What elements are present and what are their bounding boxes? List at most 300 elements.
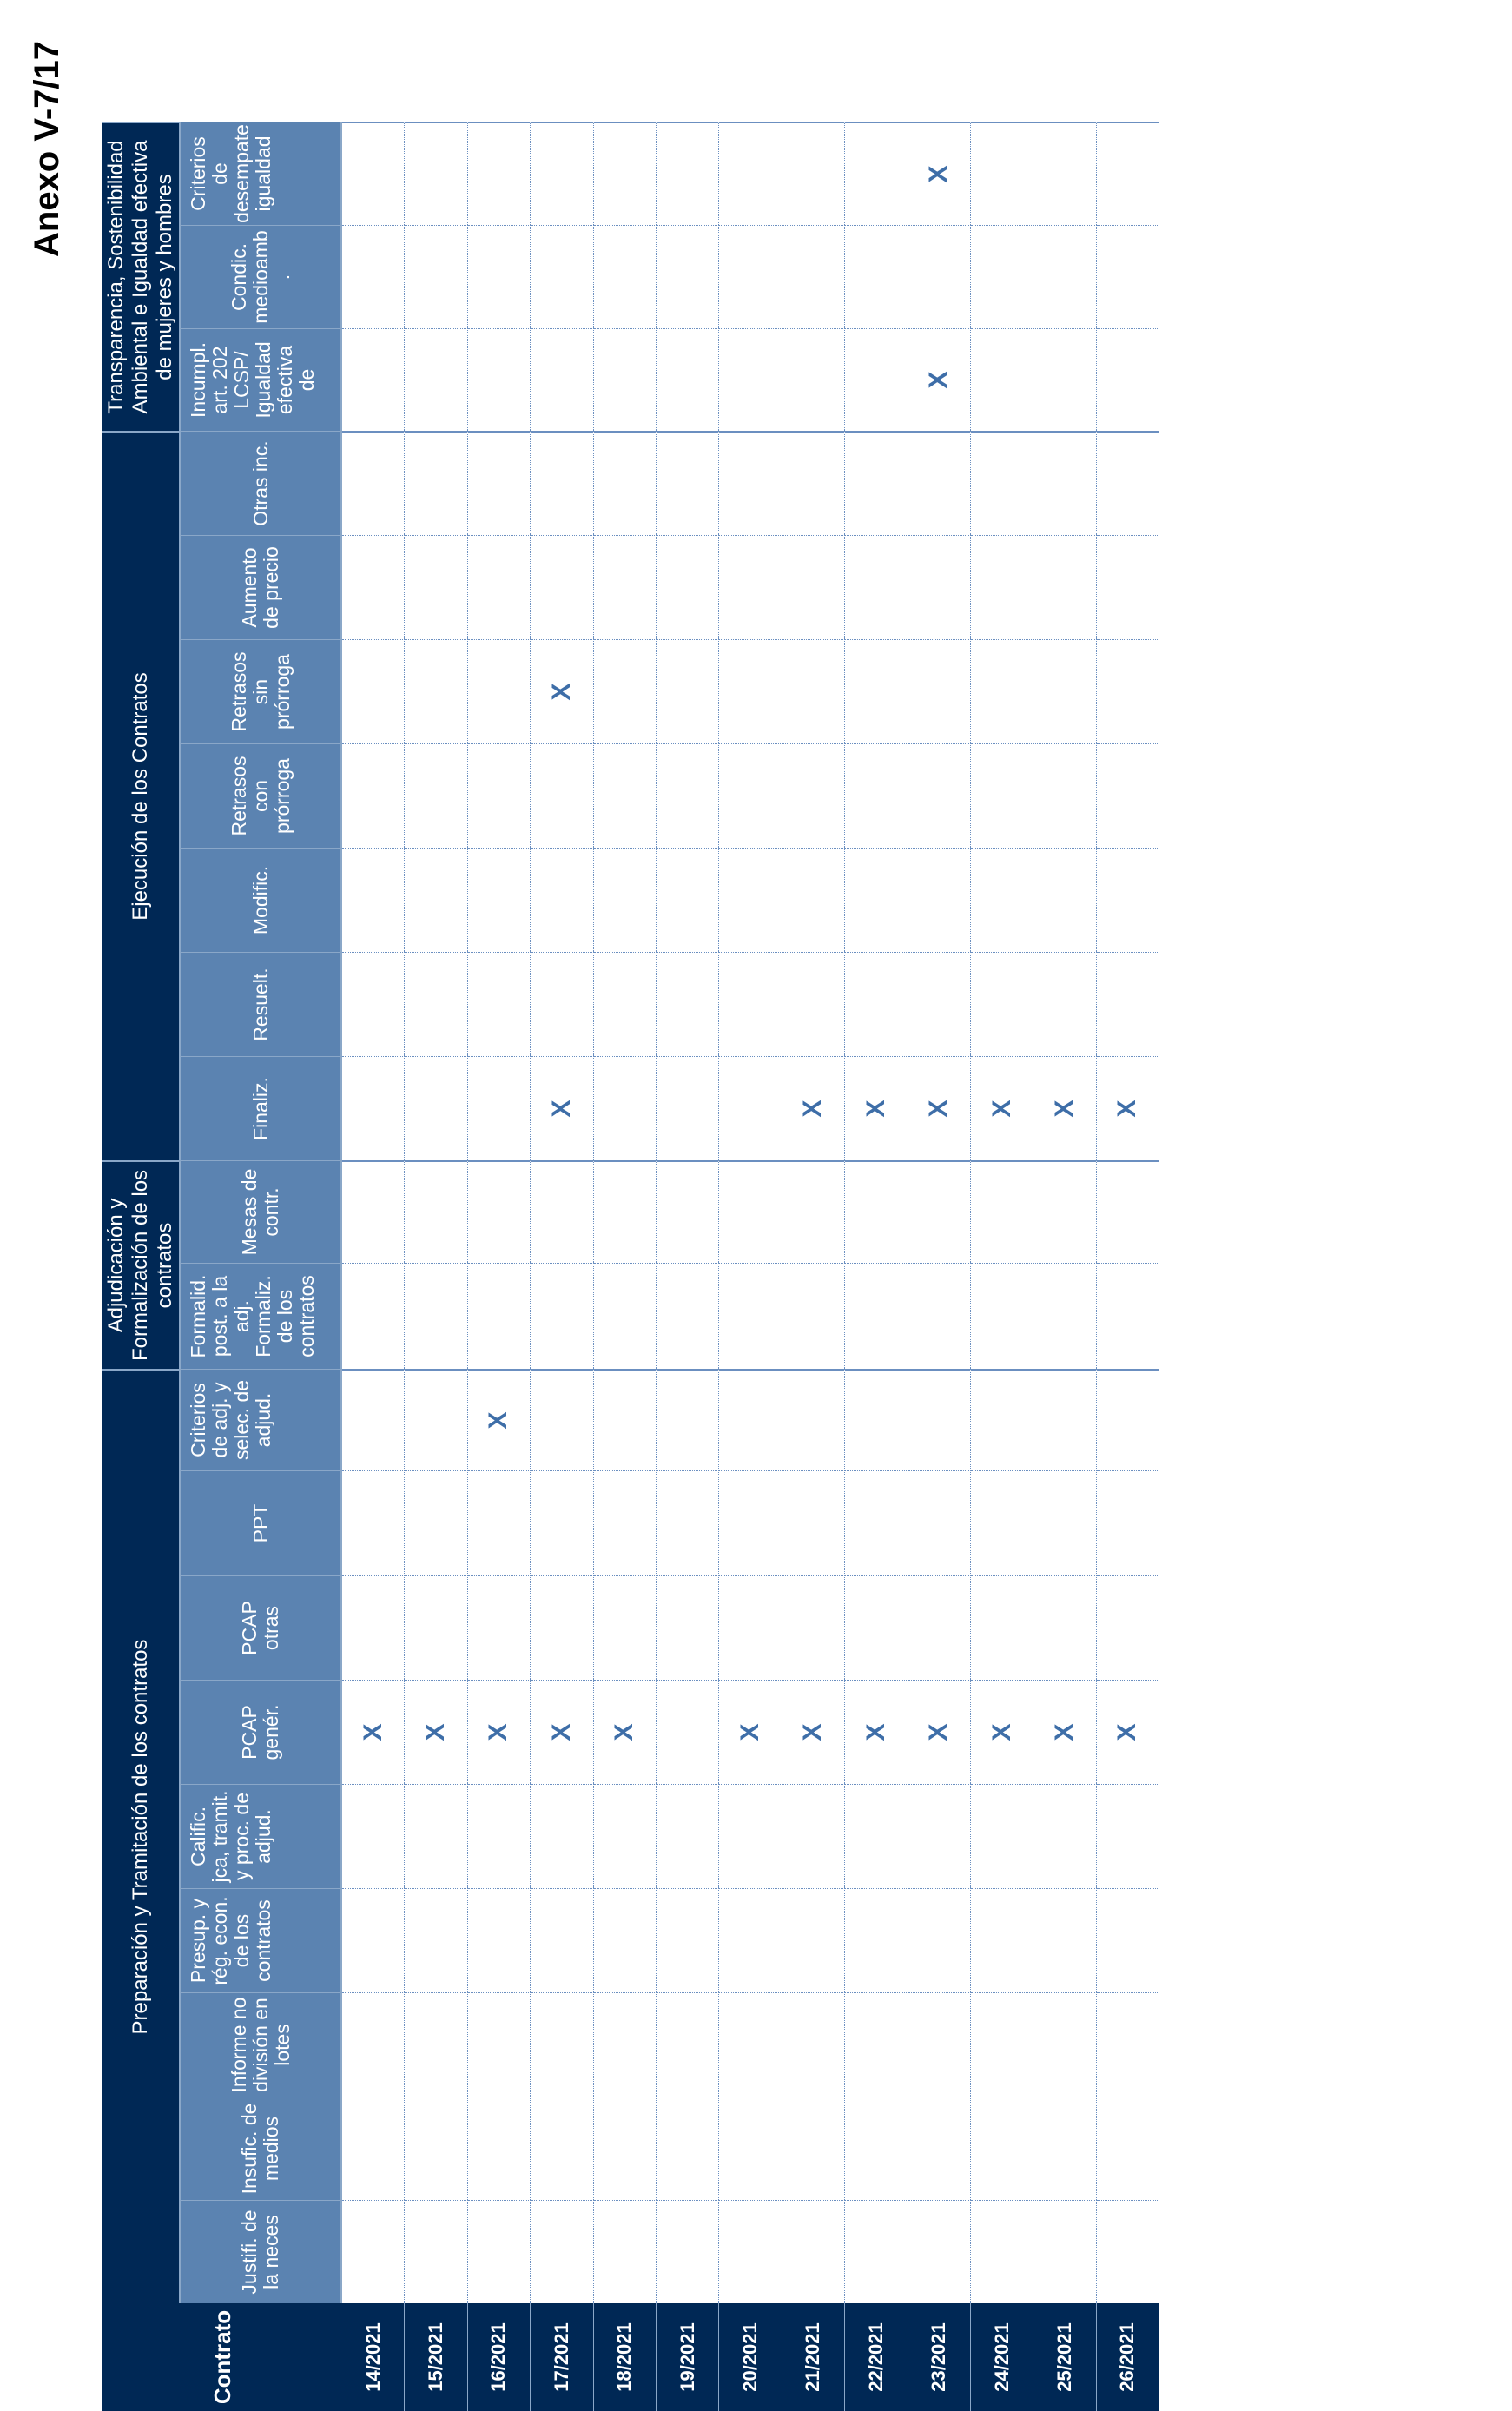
empty-cell [719,225,782,328]
empty-cell [845,1369,908,1470]
empty-cell [1097,1470,1159,1575]
empty-cell [1097,2200,1159,2303]
empty-cell [908,952,971,1056]
empty-cell [845,328,908,431]
empty-cell [845,431,908,535]
empty-cell [845,535,908,639]
empty-cell [782,431,845,535]
empty-cell [405,1369,467,1470]
contrato-cell: 23/2021 [908,2303,971,2411]
empty-cell [405,225,467,328]
empty-cell [719,2200,782,2303]
empty-cell [971,2200,1033,2303]
empty-cell [468,1470,531,1575]
empty-cell [531,431,593,535]
empty-cell [405,1056,467,1160]
empty-cell [1033,328,1096,431]
empty-cell [782,328,845,431]
empty-cell [468,848,531,952]
empty-cell [342,1369,405,1470]
contrato-cell: 20/2021 [719,2303,782,2411]
empty-cell [468,1992,531,2097]
empty-cell [657,1369,719,1470]
x-mark: X [531,1680,593,1784]
empty-cell [971,1470,1033,1575]
empty-cell [1033,225,1096,328]
empty-cell [1097,1160,1159,1263]
empty-cell [531,535,593,639]
column-header: Criterios de adj. y selec. de adjud. [181,1369,342,1470]
empty-cell [719,328,782,431]
column-header: Mesas de contr. [181,1160,342,1263]
empty-cell [342,952,405,1056]
empty-cell [594,1888,657,1992]
empty-cell [845,2097,908,2200]
empty-cell [971,1575,1033,1680]
empty-cell [971,1992,1033,2097]
empty-cell [594,2097,657,2200]
empty-cell [405,952,467,1056]
empty-cell [1097,639,1159,743]
empty-cell [657,328,719,431]
empty-cell [971,1263,1033,1369]
empty-cell [342,743,405,848]
empty-cell [908,1784,971,1888]
empty-cell [342,2097,405,2200]
x-mark: X [782,1680,845,1784]
empty-cell [1033,743,1096,848]
empty-cell [594,1992,657,2097]
empty-cell [531,952,593,1056]
empty-cell [657,1784,719,1888]
empty-cell [342,848,405,952]
empty-cell [657,1263,719,1369]
empty-cell [594,848,657,952]
x-mark: X [845,1056,908,1160]
empty-cell [971,1369,1033,1470]
empty-cell [845,743,908,848]
empty-cell [657,1056,719,1160]
empty-cell [468,2200,531,2303]
empty-cell [1033,1575,1096,1680]
contrato-cell: 22/2021 [845,2303,908,2411]
empty-cell [845,639,908,743]
empty-cell [657,431,719,535]
empty-cell [657,1992,719,2097]
empty-cell [782,1263,845,1369]
x-mark: X [1097,1680,1159,1784]
empty-cell [845,2200,908,2303]
column-header: Retrasos con prórroga [181,743,342,848]
x-mark: X [531,639,593,743]
empty-cell [342,1575,405,1680]
empty-cell [531,122,593,225]
contrato-cell: 15/2021 [405,2303,467,2411]
empty-cell [782,535,845,639]
empty-cell [971,743,1033,848]
empty-cell [1033,1369,1096,1470]
column-header: Condic. medioamb . [181,225,342,328]
empty-cell [468,639,531,743]
empty-cell [719,848,782,952]
group-header: Transparencia, Sostenibilidad Ambiental e Igualdad efectiva de mujeres y hombres [102,122,181,431]
empty-cell [657,1160,719,1263]
x-mark: X [1033,1680,1096,1784]
empty-cell [782,952,845,1056]
group-header: Preparación y Tramitación de los contratos [102,1369,181,2303]
empty-cell [971,639,1033,743]
empty-cell [594,328,657,431]
empty-cell [1097,225,1159,328]
empty-cell [719,1263,782,1369]
empty-cell [971,431,1033,535]
x-mark: X [908,122,971,225]
empty-cell [342,1160,405,1263]
empty-cell [1033,848,1096,952]
empty-cell [594,1369,657,1470]
empty-cell [782,1470,845,1575]
empty-cell [1097,1369,1159,1470]
empty-cell [405,122,467,225]
empty-cell [971,952,1033,1056]
empty-cell [845,1575,908,1680]
empty-cell [1097,2097,1159,2200]
column-header: Modific. [181,848,342,952]
empty-cell [908,1369,971,1470]
column-header: Informe no división en lotes [181,1992,342,2097]
empty-cell [719,639,782,743]
empty-cell [908,2200,971,2303]
contrato-cell: 17/2021 [531,2303,593,2411]
empty-cell [342,1992,405,2097]
x-mark: X [1033,1056,1096,1160]
empty-cell [908,743,971,848]
empty-cell [971,535,1033,639]
empty-cell [342,535,405,639]
empty-cell [468,743,531,848]
empty-cell [342,328,405,431]
empty-cell [782,1992,845,2097]
empty-cell [405,1575,467,1680]
empty-cell [719,952,782,1056]
column-header: PPT [181,1470,342,1575]
empty-cell [531,1575,593,1680]
x-mark: X [908,1680,971,1784]
empty-cell [971,1888,1033,1992]
x-mark: X [594,1680,657,1784]
empty-cell [594,1263,657,1369]
empty-cell [594,535,657,639]
empty-cell [971,848,1033,952]
empty-cell [531,1784,593,1888]
empty-cell [468,1160,531,1263]
column-header: Insufic. de medios [181,2097,342,2200]
empty-cell [908,1160,971,1263]
empty-cell [405,1160,467,1263]
empty-cell [845,1160,908,1263]
empty-cell [782,225,845,328]
empty-cell [1097,1888,1159,1992]
empty-cell [971,2097,1033,2200]
empty-cell [845,1992,908,2097]
empty-cell [405,431,467,535]
empty-cell [657,1470,719,1575]
empty-cell [845,1888,908,1992]
empty-cell [531,225,593,328]
empty-cell [1033,1992,1096,2097]
empty-cell [468,225,531,328]
empty-cell [719,535,782,639]
contrato-cell: 16/2021 [468,2303,531,2411]
empty-cell [908,1992,971,2097]
empty-cell [971,328,1033,431]
empty-cell [405,1263,467,1369]
empty-cell [405,1784,467,1888]
contrato-header: Contrato [102,2303,342,2411]
column-header: Formalid. post. a la adj. Formaliz. de los contratos [181,1263,342,1369]
empty-cell [531,1160,593,1263]
empty-cell [782,1784,845,1888]
empty-cell [531,848,593,952]
empty-cell [531,1263,593,1369]
contrato-cell: 24/2021 [971,2303,1033,2411]
empty-cell [468,1784,531,1888]
x-mark: X [845,1680,908,1784]
contrato-cell: 21/2021 [782,2303,845,2411]
empty-cell [342,225,405,328]
x-mark: X [342,1680,405,1784]
empty-cell [1033,1263,1096,1369]
empty-cell [1097,1575,1159,1680]
empty-cell [1097,743,1159,848]
contrato-cell: 19/2021 [657,2303,719,2411]
empty-cell [531,1888,593,1992]
empty-cell [531,1369,593,1470]
empty-cell [782,122,845,225]
empty-cell [782,1160,845,1263]
empty-cell [405,743,467,848]
empty-cell [405,1470,467,1575]
empty-cell [908,2097,971,2200]
empty-cell [908,1263,971,1369]
empty-cell [971,1784,1033,1888]
empty-cell [1097,848,1159,952]
empty-cell [1097,328,1159,431]
group-header: Adjudicación y Formalización de los contratos [102,1160,181,1369]
empty-cell [657,848,719,952]
empty-cell [1033,2097,1096,2200]
empty-cell [531,2200,593,2303]
empty-cell [782,1575,845,1680]
empty-cell [405,2200,467,2303]
empty-cell [845,225,908,328]
empty-cell [405,639,467,743]
empty-cell [1033,431,1096,535]
empty-cell [719,431,782,535]
empty-cell [1033,639,1096,743]
empty-cell [342,2200,405,2303]
empty-cell [719,1888,782,1992]
empty-cell [594,225,657,328]
column-header: Calific. jca, tramit. y proc. de adjud. [181,1784,342,1888]
empty-cell [1097,952,1159,1056]
column-header: Criterios de desempate igualdad [181,122,342,225]
column-header: Retrasos sin prórroga [181,639,342,743]
x-mark: X [405,1680,467,1784]
empty-cell [342,1784,405,1888]
column-header: PCAP genér. [181,1680,342,1784]
empty-cell [657,535,719,639]
empty-cell [908,535,971,639]
empty-cell [845,1784,908,1888]
empty-cell [1097,1992,1159,2097]
empty-cell [468,952,531,1056]
empty-cell [1033,122,1096,225]
x-mark: X [531,1056,593,1160]
x-mark: X [971,1680,1033,1784]
empty-cell [657,2097,719,2200]
empty-cell [782,1888,845,1992]
contrato-cell: 25/2021 [1033,2303,1096,2411]
empty-cell [845,848,908,952]
empty-cell [342,431,405,535]
empty-cell [845,1470,908,1575]
empty-cell [531,743,593,848]
empty-cell [531,1470,593,1575]
empty-cell [908,1575,971,1680]
empty-cell [531,328,593,431]
empty-cell [531,1992,593,2097]
empty-cell [971,122,1033,225]
empty-cell [342,1888,405,1992]
x-mark: X [971,1056,1033,1160]
empty-cell [1097,431,1159,535]
empty-cell [719,1784,782,1888]
x-mark: X [1097,1056,1159,1160]
empty-cell [342,1056,405,1160]
empty-cell [782,1369,845,1470]
x-mark: X [468,1369,531,1470]
empty-cell [719,1470,782,1575]
empty-cell [468,1056,531,1160]
empty-cell [468,1888,531,1992]
empty-cell [971,225,1033,328]
empty-cell [468,1575,531,1680]
empty-cell [1033,1160,1096,1263]
empty-cell [405,328,467,431]
empty-cell [845,1263,908,1369]
empty-cell [657,2200,719,2303]
empty-cell [342,1470,405,1575]
empty-cell [908,431,971,535]
empty-cell [719,743,782,848]
empty-cell [908,1470,971,1575]
column-header: Incumpl. art. 202 LCSP/ Igualdad efectiva de [181,328,342,431]
empty-cell [342,639,405,743]
empty-cell [657,225,719,328]
column-header: Presup. y rég. econ. de los contratos [181,1888,342,1992]
empty-cell [405,1992,467,2097]
empty-cell [594,1160,657,1263]
empty-cell [657,122,719,225]
page-title: Anexo V-7/17 [28,40,66,257]
column-header: Resuelt. [181,952,342,1056]
empty-cell [405,1888,467,1992]
column-header: Finaliz. [181,1056,342,1160]
empty-cell [657,952,719,1056]
column-header: Otras inc. [181,431,342,535]
empty-cell [719,1575,782,1680]
column-header: Aumento de precio [181,535,342,639]
group-header: Ejecución de los Contratos [102,431,181,1160]
empty-cell [405,535,467,639]
x-mark: X [908,1056,971,1160]
empty-cell [468,122,531,225]
empty-cell [1033,1784,1096,1888]
empty-cell [594,1784,657,1888]
empty-cell [719,1056,782,1160]
empty-cell [531,2097,593,2200]
empty-cell [405,2097,467,2200]
empty-cell [594,431,657,535]
empty-cell [1033,2200,1096,2303]
contrato-cell: 26/2021 [1097,2303,1159,2411]
empty-cell [342,122,405,225]
empty-cell [908,639,971,743]
empty-cell [594,743,657,848]
empty-cell [782,743,845,848]
empty-cell [908,1888,971,1992]
x-mark: X [782,1056,845,1160]
empty-cell [468,535,531,639]
empty-cell [1097,1784,1159,1888]
empty-cell [594,1470,657,1575]
empty-cell [719,1992,782,2097]
empty-cell [657,1575,719,1680]
empty-cell [719,1369,782,1470]
empty-cell [1033,952,1096,1056]
empty-cell [468,2097,531,2200]
empty-cell [1097,535,1159,639]
x-mark: X [719,1680,782,1784]
empty-cell [468,1263,531,1369]
empty-cell [1033,535,1096,639]
empty-cell [1033,1888,1096,1992]
empty-cell [594,2200,657,2303]
empty-cell [594,122,657,225]
empty-cell [845,952,908,1056]
empty-cell [782,848,845,952]
empty-cell [845,122,908,225]
empty-cell [342,1263,405,1369]
empty-cell [594,1056,657,1160]
contrato-cell: 18/2021 [594,2303,657,2411]
empty-cell [657,639,719,743]
empty-cell [908,848,971,952]
x-mark: X [908,328,971,431]
empty-cell [782,2200,845,2303]
empty-cell [594,952,657,1056]
empty-cell [1097,1263,1159,1369]
empty-cell [468,431,531,535]
empty-cell [719,2097,782,2200]
empty-cell [468,328,531,431]
empty-cell [594,1575,657,1680]
empty-cell [657,1680,719,1784]
column-header: PCAP otras [181,1575,342,1680]
empty-cell [719,1160,782,1263]
empty-cell [405,848,467,952]
